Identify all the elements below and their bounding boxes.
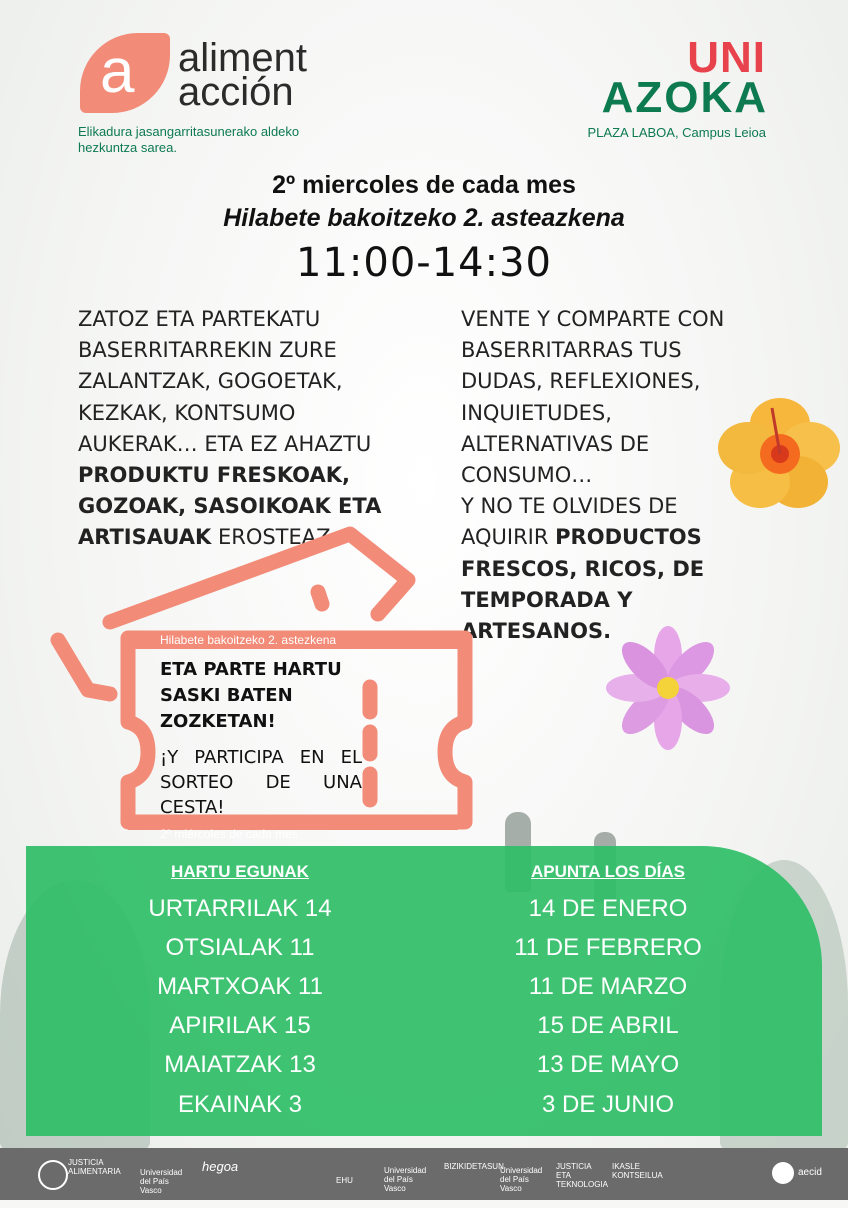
text-line: ALTERNATIVAS DE bbox=[461, 431, 650, 456]
text-line-bold: ARTESANOS. bbox=[461, 619, 612, 644]
text-line: KEZKAK, KONTSUMO bbox=[78, 400, 296, 425]
date-spanish: 15 DE ABRIL bbox=[537, 1012, 679, 1039]
uniazoka-logo-azoka: AZOKA bbox=[601, 73, 768, 122]
aecid-logo-icon bbox=[772, 1162, 794, 1184]
raffle-title-basque: ETA PARTE HARTU SASKI BATEN ZOZKETAN! bbox=[160, 659, 342, 732]
title-basque: Hilabete bakoitzeko 2. asteazkena bbox=[223, 204, 625, 232]
raffle-header: Hilabete bakoitzeko 2. astezkena bbox=[160, 633, 337, 647]
text-line: ZALANTZAK, GOGOETAK, bbox=[78, 369, 343, 394]
date-basque: OTSIALAK 11 bbox=[165, 934, 315, 961]
location-label: PLAZA LABOA, Campus Leioa bbox=[587, 125, 766, 140]
date-basque: APIRILAK 15 bbox=[169, 1012, 311, 1039]
logo-word-accion: acción bbox=[178, 70, 294, 114]
raffle-footer: 2º miércoles de cada mes bbox=[160, 827, 298, 841]
date-basque: MARTXOAK 11 bbox=[157, 973, 323, 1000]
sponsor-logo-text: BIZIKIDETASUN bbox=[444, 1162, 504, 1171]
text-line: Y NO TE OLVIDES DE bbox=[461, 494, 678, 519]
paragraph-basque bbox=[78, 304, 438, 554]
uniazoka-logo-uni: UNI bbox=[687, 33, 766, 82]
raffle-title-spanish: ¡Y PARTICIPA EN EL SORTEO DE UNA CESTA! bbox=[160, 747, 362, 818]
alimentaccion-logo-letter: a bbox=[100, 37, 135, 106]
text-bold: PRODUCTOS bbox=[555, 525, 702, 550]
date-basque: MAIATZAK 13 bbox=[164, 1051, 316, 1078]
text-pre: AQUIRIR bbox=[461, 525, 556, 550]
sponsor-logo-text: aecid bbox=[798, 1167, 822, 1178]
justicia-alimentaria-logo-icon bbox=[38, 1160, 68, 1190]
hibiscus-flower-icon bbox=[712, 392, 848, 518]
text-bold: ARTISAUAK bbox=[78, 525, 212, 550]
text-line: CONSUMO… bbox=[461, 463, 593, 488]
date-basque: EKAINAK 3 bbox=[177, 1091, 303, 1118]
date-spanish: 11 DE FEBRERO bbox=[514, 934, 702, 961]
sponsor-logo-text: Universidad del País Vasco bbox=[140, 1168, 183, 1195]
date-spanish: 14 DE ENERO bbox=[528, 895, 688, 922]
sponsor-logo-text: Universidad del País Vasco bbox=[500, 1166, 543, 1193]
logo-word-aliment: aliment bbox=[178, 36, 307, 80]
date-spanish: 13 DE MAYO bbox=[536, 1051, 680, 1078]
text-line-bold: TEMPORADA Y bbox=[461, 587, 633, 612]
sponsor-logo-text: IKASLE KONTSEILUA bbox=[612, 1162, 663, 1180]
text-line-bold: GOZOAK, SASOIKOAK ETA bbox=[78, 494, 382, 519]
text-tail: EROSTEAZ. bbox=[211, 525, 338, 550]
title-spanish: 2º miercoles de cada mes bbox=[272, 171, 576, 199]
text-line: ZATOZ ETA PARTEKATU bbox=[78, 307, 321, 331]
schedule-heading-basque: HARTU EGUNAK bbox=[171, 862, 309, 881]
sponsor-logo-text: JUSTICIA ETA TEKNOLOGIA bbox=[556, 1162, 609, 1189]
text-line: VENTE Y COMPARTE CON bbox=[461, 307, 725, 331]
cosmos-flower-icon bbox=[601, 622, 735, 756]
sponsor-logo-text: JUSTICIA ALIMENTARIA bbox=[68, 1158, 121, 1176]
text-line: INQUIETUDES, bbox=[461, 400, 612, 425]
sponsor-logo-text: hegoa bbox=[202, 1159, 239, 1174]
logo-tagline: Elikadura jasangarritasunerako aldeko hezkuntza sarea. bbox=[78, 124, 300, 155]
date-spanish: 3 DE JUNIO bbox=[541, 1091, 675, 1118]
sponsor-logo-text: EHU bbox=[336, 1176, 353, 1185]
text-line-mixed bbox=[461, 522, 761, 553]
text-line: AUKERAK… ETA EZ AHAZTU bbox=[78, 431, 372, 456]
date-basque: URTARRILAK 14 bbox=[148, 895, 332, 922]
text-line-bold: PRODUKTU FRESKOAK, bbox=[78, 463, 350, 488]
text-line: BASERRITARRAS TUS bbox=[461, 338, 682, 363]
date-spanish: 11 DE MARZO bbox=[528, 973, 688, 1000]
text-line: DUDAS, REFLEXIONES, bbox=[461, 369, 701, 394]
schedule-heading-spanish: APUNTA LOS DÍAS bbox=[531, 862, 685, 881]
text-line-bold: FRESCOS, RICOS, DE bbox=[461, 556, 705, 581]
sponsor-logo-text: Universidad del País Vasco bbox=[384, 1166, 427, 1193]
text-line: BASERRITARREKIN ZURE bbox=[78, 338, 337, 363]
event-time: 11:00-14:30 bbox=[296, 240, 552, 286]
